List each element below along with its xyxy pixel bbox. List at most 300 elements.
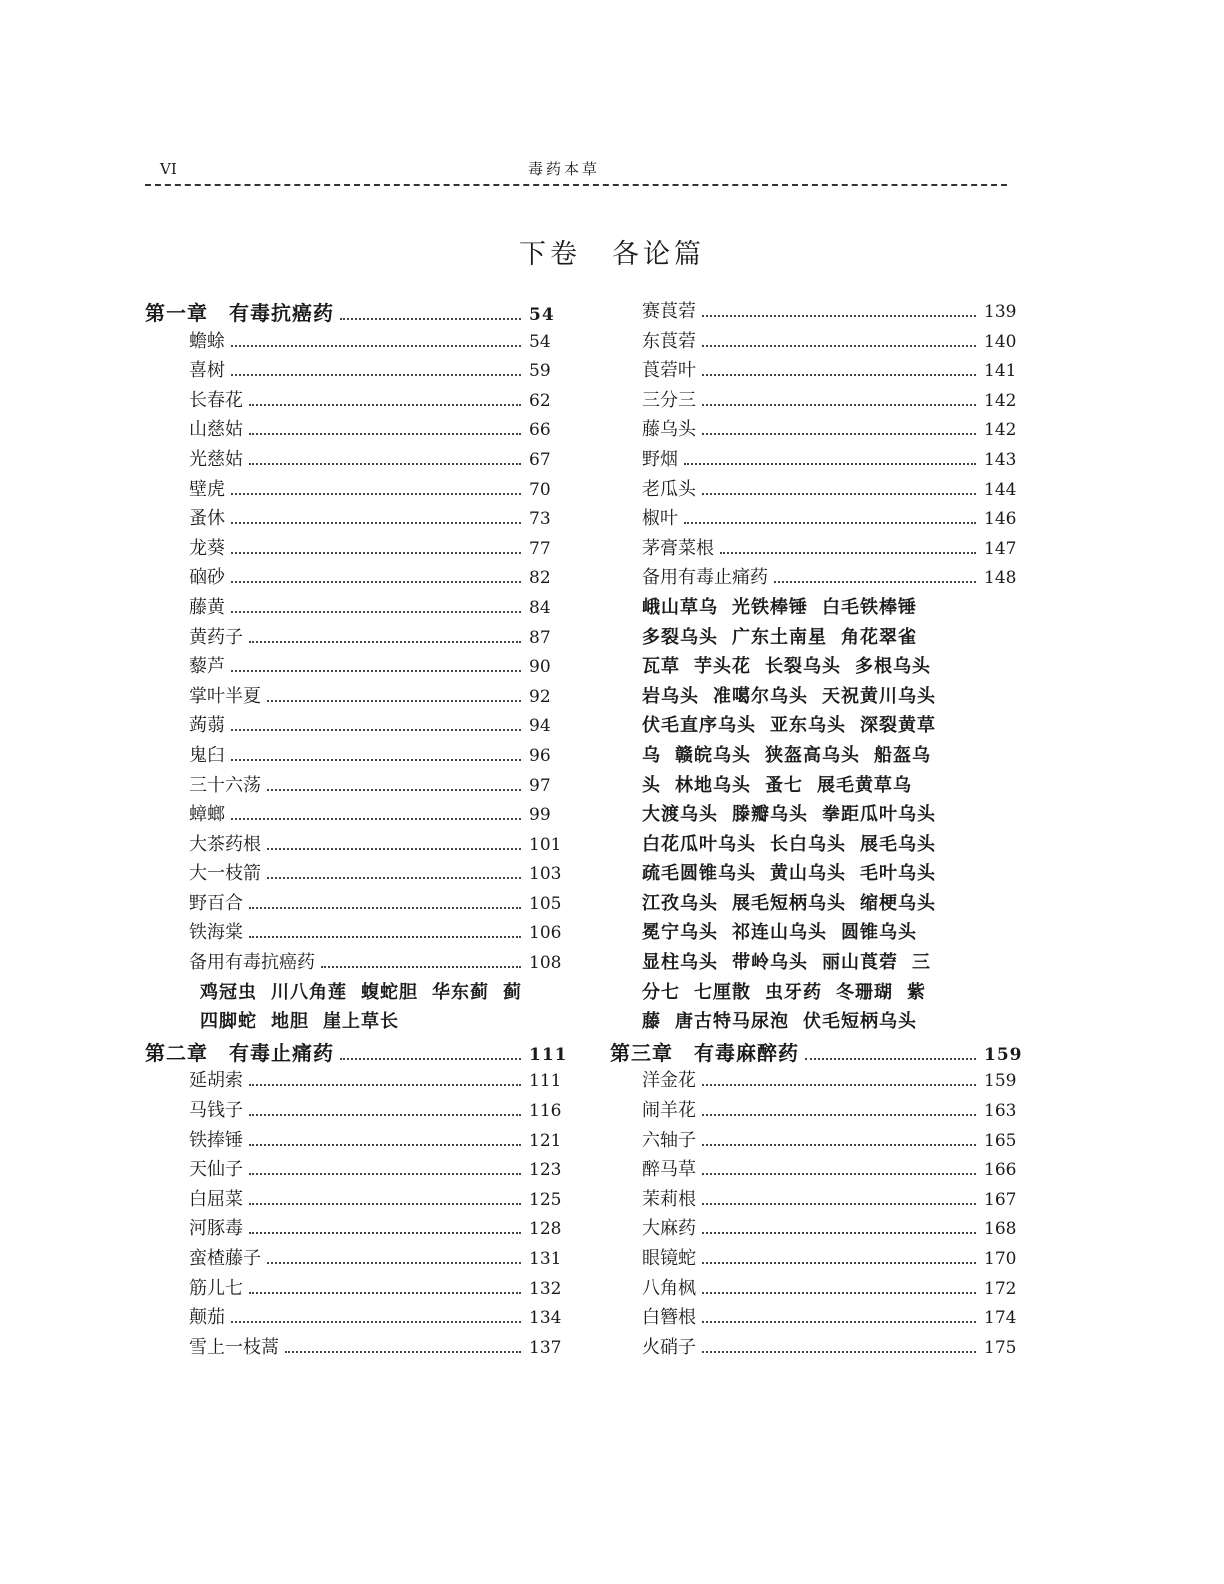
toc-entry[interactable]	[145, 327, 565, 357]
toc-entry[interactable]	[145, 356, 565, 386]
toc-entry[interactable]	[145, 771, 565, 801]
supplementary-herb: 崖上草长	[323, 1011, 399, 1033]
leader-dots	[249, 1292, 521, 1294]
page-ref: 134	[529, 1308, 562, 1329]
entry-name: 醉马草	[642, 1159, 696, 1181]
entry-name: 光慈姑	[189, 448, 243, 470]
leader-dots	[231, 522, 521, 524]
supplementary-herb: 头	[642, 774, 661, 796]
leader-dots	[231, 759, 521, 761]
leader-dots	[702, 1084, 976, 1086]
supplementary-herb: 长裂乌头	[765, 656, 841, 678]
leader-dots	[267, 700, 521, 702]
entry-name: 三分三	[642, 389, 696, 411]
page-ref: 92	[529, 686, 551, 707]
entry-name: 蚤休	[189, 508, 225, 530]
leader-dots	[249, 1173, 521, 1175]
page-ref: 59	[529, 361, 551, 382]
page-ref: 140	[984, 331, 1017, 352]
page-ref: 82	[529, 568, 551, 589]
supplementary-herb: 鸡冠虫	[200, 981, 257, 1003]
toc-entry[interactable]	[145, 563, 565, 593]
supplementary-herb: 芋头花	[694, 656, 751, 678]
entry-name: 眼镜蛇	[642, 1248, 696, 1269]
supplementary-herb: 伏毛短柄乌头	[803, 1011, 917, 1033]
page-ref: 62	[529, 390, 551, 411]
toc-entry[interactable]	[610, 356, 1020, 386]
toc-entry[interactable]	[145, 918, 565, 948]
entry-name: 雪上一枝蒿	[189, 1336, 279, 1358]
toc-entry[interactable]	[145, 859, 565, 889]
supplementary-herb: 狭盔高乌头	[765, 744, 860, 766]
supplementary-line	[642, 948, 1012, 978]
page-ref: 121	[529, 1130, 562, 1151]
entry-name: 野百合	[189, 892, 243, 914]
page-ref: 172	[984, 1278, 1017, 1299]
supplementary-line	[642, 741, 1012, 771]
toc-entry[interactable]	[145, 1185, 565, 1215]
entry-name: 莨菪叶	[642, 360, 696, 382]
supplementary-line	[642, 771, 1012, 801]
toc-entry[interactable]	[610, 1274, 1020, 1304]
supplementary-herb: 蓟	[503, 981, 522, 1003]
supplementary-herb: 紫	[907, 981, 926, 1003]
leader-dots	[702, 493, 976, 495]
entry-name: 颠茄	[189, 1307, 225, 1329]
entry-name: 六轴子	[642, 1129, 696, 1151]
supplementary-herb: 缩梗乌头	[860, 892, 936, 914]
supplementary-herb: 丽山莨菪	[822, 952, 898, 974]
toc-entry[interactable]	[610, 445, 1020, 475]
entry-name: 铁捧锤	[189, 1129, 243, 1151]
page-ref: 66	[529, 420, 551, 441]
header-rule	[145, 184, 1007, 186]
toc-entry[interactable]	[145, 1303, 565, 1333]
page-ref: 96	[529, 745, 551, 766]
supplementary-herb: 七厘散	[694, 981, 751, 1003]
entry-name: 茉莉根	[642, 1188, 696, 1210]
entry-name: 火硝子	[642, 1336, 696, 1358]
supplementary-herb: 圆锥乌头	[841, 922, 917, 944]
toc-entry[interactable]	[610, 1303, 1020, 1333]
supplementary-herb: 冬珊瑚	[836, 981, 893, 1003]
leader-dots	[249, 1203, 521, 1205]
entry-name: 赛莨菪	[642, 301, 696, 322]
page-ref: 90	[529, 657, 551, 678]
supplementary-herb: 祁连山乌头	[732, 922, 827, 944]
leader-dots	[340, 318, 521, 320]
toc-chapter-3[interactable]	[610, 1037, 1023, 1067]
chapter-title: 第一章 有毒抗癌药	[145, 301, 334, 325]
entry-name: 大一枝箭	[189, 863, 261, 885]
supplementary-herb: 峨山草乌	[642, 596, 718, 618]
entry-name: 蟾蜍	[189, 330, 225, 352]
entry-name: 掌叶半夏	[189, 685, 261, 707]
leader-dots	[774, 581, 976, 583]
supplementary-herb: 乌	[642, 744, 661, 766]
leader-dots	[702, 1114, 976, 1116]
page-ref: 159	[984, 1044, 1023, 1065]
supplementary-line	[642, 978, 1012, 1008]
supplementary-herb: 江孜乌头	[642, 892, 718, 914]
chapter-2-entries-continued	[610, 297, 1020, 593]
page-ref: 146	[984, 509, 1017, 530]
toc-entry[interactable]	[145, 1214, 565, 1244]
toc-entry[interactable]	[145, 1274, 565, 1304]
leader-dots	[249, 641, 521, 643]
leader-dots	[231, 670, 521, 672]
supplementary-herb: 赣皖乌头	[675, 744, 751, 766]
entry-name: 闹羊花	[642, 1100, 696, 1122]
supplementary-line	[642, 652, 1012, 682]
toc-entry[interactable]	[610, 475, 1020, 505]
entry-name: 山慈姑	[189, 419, 243, 441]
leader-dots	[340, 1058, 521, 1060]
page-ref: 111	[529, 1044, 568, 1065]
page-ref: 165	[984, 1130, 1017, 1151]
supplementary-line	[642, 593, 1012, 623]
entry-name: 白屈菜	[189, 1188, 243, 1210]
supplementary-herb: 大渡乌头	[642, 804, 718, 826]
supplementary-line	[642, 800, 1012, 830]
toc-entry[interactable]	[610, 415, 1020, 445]
toc-entry[interactable]	[145, 415, 565, 445]
entry-name: 鬼臼	[189, 744, 225, 766]
supplementary-herb: 地胆	[271, 1011, 309, 1033]
entry-name: 三十六荡	[189, 774, 261, 796]
leader-dots	[702, 404, 976, 406]
chapter-1-entries	[145, 327, 565, 978]
supplementary-herb: 准噶尔乌头	[713, 685, 808, 707]
toc-entry[interactable]	[145, 652, 565, 682]
chapter-2-entries	[145, 1066, 565, 1362]
leader-dots	[231, 552, 521, 554]
page-ref: 131	[529, 1249, 562, 1269]
page-ref: 159	[984, 1071, 1017, 1092]
supplementary-herb: 华东蓟	[432, 981, 489, 1003]
leader-dots	[267, 877, 521, 879]
leader-dots	[249, 463, 521, 465]
supplementary-herb: 疏毛圆锥乌头	[642, 863, 756, 885]
toc-entry[interactable]	[145, 1126, 565, 1156]
supplementary-herb: 展毛乌头	[860, 833, 936, 855]
leader-dots	[231, 611, 521, 613]
supplementary-herb: 林地乌头	[675, 774, 751, 796]
leader-dots	[267, 848, 521, 850]
toc-entry[interactable]	[610, 386, 1020, 416]
toc-entry[interactable]	[610, 327, 1020, 357]
toc-entry[interactable]	[610, 1155, 1020, 1185]
leader-dots	[702, 345, 976, 347]
supplementary-herb: 带岭乌头	[732, 952, 808, 974]
chapter-1-supplementary-list	[145, 978, 560, 1037]
leader-dots	[249, 907, 521, 909]
toc-entry[interactable]	[145, 1155, 565, 1185]
supplementary-herb: 光铁棒锤	[732, 596, 808, 618]
toc-entry[interactable]	[610, 1333, 1020, 1363]
leader-dots	[702, 1144, 976, 1146]
entry-name: 天仙子	[189, 1159, 243, 1181]
toc-entry[interactable]	[145, 741, 565, 771]
toc-entry[interactable]	[145, 593, 565, 623]
entry-name: 壁虎	[189, 478, 225, 500]
page-ref: 108	[529, 953, 562, 974]
supplementary-herb: 白毛铁棒锤	[822, 596, 917, 618]
page-ref: 54	[529, 305, 555, 325]
leader-dots	[231, 345, 521, 347]
leader-dots	[267, 1262, 521, 1264]
toc-entry[interactable]	[610, 1244, 1020, 1274]
supplementary-line	[642, 918, 1012, 948]
page-ref: 67	[529, 449, 551, 470]
page-ref: 168	[984, 1219, 1017, 1240]
toc-chapter-2[interactable]	[145, 1037, 568, 1067]
leader-dots	[702, 1262, 976, 1264]
leader-dots	[249, 404, 521, 406]
toc-entry[interactable]	[610, 563, 1020, 593]
supplementary-herb: 四脚蛇	[200, 1011, 257, 1033]
page-ref: 139	[984, 302, 1017, 322]
page-ref: 105	[529, 893, 562, 914]
entry-name: 东莨菪	[642, 330, 696, 352]
supplementary-herb: 角花翠雀	[841, 626, 917, 648]
page-ref: 123	[529, 1160, 562, 1181]
supplementary-herb: 瓦草	[642, 656, 680, 678]
supplementary-herb: 显柱乌头	[642, 952, 718, 974]
leader-dots	[321, 966, 521, 968]
entry-name: 蛮楂藤子	[189, 1248, 261, 1269]
entry-name: 黄药子	[189, 626, 243, 648]
page-ref: 148	[984, 568, 1017, 589]
leader-dots	[805, 1058, 976, 1060]
supplementary-herb: 分七	[642, 981, 680, 1003]
supplementary-herb: 毛叶乌头	[860, 863, 936, 885]
supplementary-herb: 虫牙药	[765, 981, 822, 1003]
supplementary-herb: 川八角莲	[271, 981, 347, 1003]
page-ref: 142	[984, 390, 1017, 411]
leader-dots	[702, 374, 976, 376]
entry-name: 马钱子	[189, 1100, 243, 1122]
toc-entry[interactable]	[610, 1126, 1020, 1156]
leader-dots	[231, 493, 521, 495]
entry-name: 筋儿七	[189, 1277, 243, 1299]
page-ref: 70	[529, 479, 551, 500]
running-header: 毒药本草	[528, 160, 601, 178]
leader-dots	[231, 729, 521, 731]
entry-name: 长春花	[189, 389, 243, 411]
toc-entry[interactable]	[145, 711, 565, 741]
chapter-title: 第三章 有毒麻醉药	[610, 1040, 799, 1065]
leader-dots	[702, 315, 976, 317]
supplementary-line	[642, 830, 1012, 860]
supplementary-herb: 黄山乌头	[770, 863, 846, 885]
chapter-title: 第二章 有毒止痛药	[145, 1040, 334, 1065]
entry-name: 铁海棠	[189, 922, 243, 944]
entry-name: 硇砂	[189, 567, 225, 589]
page-ref: 174	[984, 1308, 1017, 1329]
supplementary-herb: 展毛黄草乌	[817, 774, 912, 796]
page-ref: 99	[529, 805, 551, 826]
leader-dots	[684, 522, 976, 524]
page-ref: 116	[529, 1101, 562, 1122]
leader-dots	[702, 1203, 976, 1205]
entry-name: 延胡索	[189, 1070, 243, 1092]
page-ref: 175	[984, 1337, 1017, 1358]
supplementary-herb: 蚤七	[765, 774, 803, 796]
toc-entry[interactable]	[145, 475, 565, 505]
chapter-3-entries	[610, 1066, 1020, 1362]
page-ref: 87	[529, 627, 551, 648]
entry-name: 野烟	[642, 448, 678, 470]
page-ref: 84	[529, 597, 551, 618]
leader-dots	[249, 1084, 521, 1086]
page-ref: 163	[984, 1101, 1017, 1122]
supplementary-herb: 白花瓜叶乌头	[642, 833, 756, 855]
entry-name: 茅膏菜根	[642, 537, 714, 559]
supplementary-line	[642, 623, 1012, 653]
supplementary-herb: 伏毛直序乌头	[642, 715, 756, 737]
entry-name: 大麻药	[642, 1218, 696, 1240]
toc-entry[interactable]	[145, 1066, 565, 1096]
toc-entry[interactable]	[145, 948, 565, 978]
toc-entry[interactable]	[145, 386, 565, 416]
leader-dots	[702, 1292, 976, 1294]
entry-name: 藤黄	[189, 596, 225, 618]
supplementary-line	[642, 682, 1012, 712]
entry-name: 老瓜头	[642, 478, 696, 500]
supplementary-line	[642, 889, 1012, 919]
toc-entry[interactable]	[145, 682, 565, 712]
page-ref: 167	[984, 1189, 1017, 1210]
entry-name: 藤乌头	[642, 419, 696, 441]
leader-dots	[231, 374, 521, 376]
page-ref: 166	[984, 1160, 1017, 1181]
toc-right-column	[610, 297, 1023, 1362]
page-ref: 54	[529, 331, 551, 352]
supplementary-herb: 蝮蛇胆	[361, 981, 418, 1003]
entry-name: 白簪根	[642, 1307, 696, 1329]
page-ref: 97	[529, 775, 551, 796]
entry-name: 河豚毒	[189, 1218, 243, 1240]
toc-entry[interactable]	[610, 1066, 1020, 1096]
toc-entry[interactable]	[610, 1096, 1020, 1126]
toc-entry[interactable]	[610, 1214, 1020, 1244]
supplementary-herb: 长白乌头	[770, 833, 846, 855]
supplementary-herb: 拳距瓜叶乌头	[822, 804, 936, 826]
page-ref: 73	[529, 509, 551, 530]
page-ref: 142	[984, 420, 1017, 441]
toc-entry[interactable]	[610, 297, 1020, 327]
supplementary-line	[642, 859, 1012, 889]
supplementary-herb: 三	[912, 952, 931, 974]
page-ref: 144	[984, 479, 1017, 500]
entry-name: 蒟蒻	[189, 715, 225, 737]
page-ref: 77	[529, 538, 551, 559]
leader-dots	[231, 581, 521, 583]
page-ref: 170	[984, 1249, 1017, 1269]
supplementary-line	[642, 711, 1012, 741]
supplementary-herb: 滕瓣乌头	[732, 804, 808, 826]
supplementary-herb: 深裂黄草	[860, 715, 936, 737]
supplementary-herb: 船盔乌	[874, 744, 931, 766]
leader-dots	[285, 1351, 521, 1353]
leader-dots	[249, 936, 521, 938]
leader-dots	[702, 433, 976, 435]
toc-entry[interactable]	[145, 1244, 565, 1274]
page-ref: 137	[529, 1337, 562, 1358]
supplementary-herb: 广东土南星	[732, 626, 827, 648]
page-ref: 143	[984, 449, 1017, 470]
page-ref: 103	[529, 864, 562, 885]
toc-entry[interactable]	[610, 1185, 1020, 1215]
toc-entry[interactable]	[145, 534, 565, 564]
leader-dots	[702, 1321, 976, 1323]
entry-name: 藜芦	[189, 656, 225, 678]
supplementary-herb: 展毛短柄乌头	[732, 892, 846, 914]
entry-name: 八角枫	[642, 1277, 696, 1299]
supplementary-herb: 多裂乌头	[642, 626, 718, 648]
entry-name: 龙葵	[189, 537, 225, 559]
supplementary-herb: 冕宁乌头	[642, 922, 718, 944]
page-ref: 125	[529, 1189, 562, 1210]
leader-dots	[702, 1173, 976, 1175]
supplementary-line	[642, 1007, 1012, 1037]
leader-dots	[249, 433, 521, 435]
leader-dots	[249, 1114, 521, 1116]
page-ref: 106	[529, 923, 562, 944]
leader-dots	[702, 1351, 976, 1353]
leader-dots	[231, 818, 521, 820]
chapter-2-supplementary-list	[610, 593, 1012, 1037]
entry-name: 备用有毒止痛药	[642, 567, 768, 589]
toc-entry[interactable]	[145, 1096, 565, 1126]
supplementary-herb: 亚东乌头	[770, 715, 846, 737]
page-ref: 132	[529, 1278, 562, 1299]
page-ref: 128	[529, 1219, 562, 1240]
page-ref: 141	[984, 361, 1017, 382]
page-number: VI	[160, 160, 177, 178]
entry-name: 椒叶	[642, 508, 678, 530]
part-title: 下卷 各论篇	[519, 239, 705, 270]
toc-entry[interactable]	[610, 504, 1020, 534]
supplementary-herb: 岩乌头	[642, 685, 699, 707]
page-ref: 101	[529, 834, 562, 855]
toc-entry[interactable]	[145, 445, 565, 475]
toc-entry[interactable]	[145, 800, 565, 830]
leader-dots	[249, 1144, 521, 1146]
leader-dots	[267, 789, 521, 791]
leader-dots	[231, 1321, 521, 1323]
entry-name: 喜树	[189, 360, 225, 382]
toc-entry[interactable]	[145, 830, 565, 860]
page-ref: 94	[529, 716, 551, 737]
supplementary-herb: 唐古特马尿泡	[675, 1011, 789, 1033]
supplementary-herb: 多根乌头	[855, 656, 931, 678]
entry-name: 大茶药根	[189, 833, 261, 855]
toc-chapter-1[interactable]	[145, 297, 565, 327]
toc-entry[interactable]	[610, 534, 1020, 564]
toc-entry[interactable]	[145, 889, 565, 919]
entry-name: 备用有毒抗癌药	[189, 952, 315, 974]
leader-dots	[249, 1232, 521, 1234]
leader-dots	[702, 1232, 976, 1234]
entry-name: 洋金花	[642, 1070, 696, 1092]
toc-entry[interactable]	[145, 504, 565, 534]
toc-entry[interactable]	[145, 1333, 565, 1363]
toc-entry[interactable]	[145, 623, 565, 653]
page-ref: 147	[984, 538, 1017, 559]
entry-name: 蟑螂	[189, 804, 225, 826]
